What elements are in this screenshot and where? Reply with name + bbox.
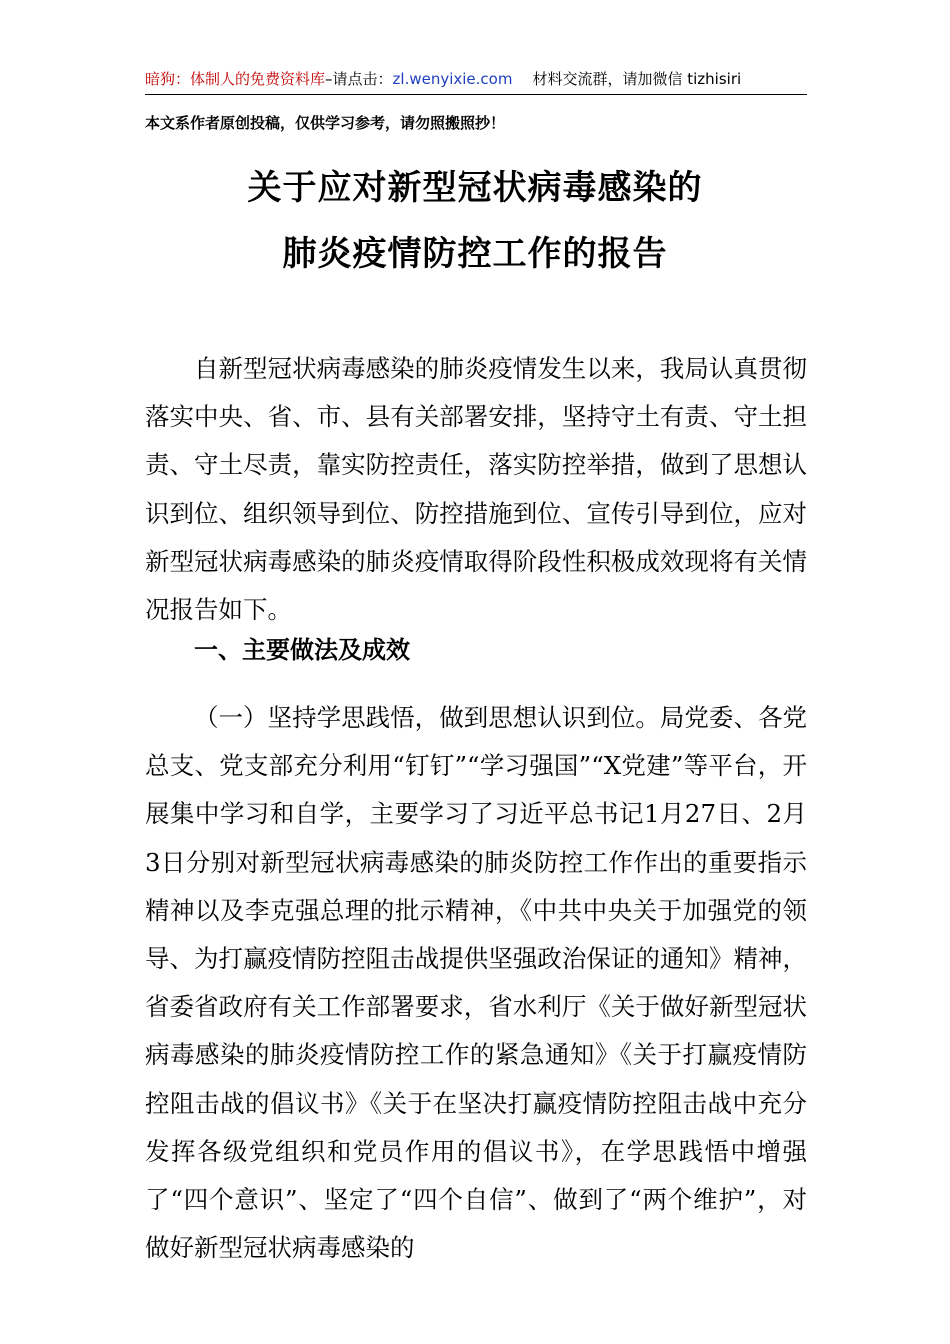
- header-group-text: 材料交流群，请加微信 tizhisiri: [532, 70, 742, 88]
- document-title-line-1: 关于应对新型冠状病毒感染的: [247, 168, 703, 208]
- document-title-line-2: 肺炎疫情防控工作的报告: [282, 234, 668, 274]
- intro-paragraph: 自新型冠状病毒感染的肺炎疫情发生以来，我局认真贯彻落实中央、省、市、县有关部署安排，坚持守土有责、守土担责、守土尽责，靠实防控责任，落实防控举措，做到了思想认识到位、组织领导到位、防控措施到位、宣传引导到位，应对新型冠状病毒感染的肺炎疫情取得阶段性积极成效现将有关情况报告如下。: [145, 354, 807, 625]
- header-click-text: –请点击：: [325, 70, 393, 88]
- section-paragraph: （一）坚持学思践悟，做到思想认识到位。局党委、各党总支、党支部充分利用“钉钉”“学习强国”“X党建”等平台，开展集中学习和自学，主要学习了习近平总书记1月27日、2月3日分别对新型冠状病毒感染的肺炎防控工作作出的重要指示精神以及李克强总理的批示精神，《中共中央关于加强党的领导、为打赢疫情防控阻击战提供坚强政治保证的通知》精神，省委省政府有关工作部署要求，省水利厅《关于做好新型冠状病毒感染的肺炎疫情防控工作的紧急通知》《关于打赢疫情防控阻击战的倡议书》《关于在坚决打赢疫情防控阻击战中充分发挥各级党组织和党员作用的倡议书》，在学思践悟中增强了“四个意识”、坚定了“四个自信”、做到了“两个维护”，对做好新型冠状病毒感染的: [145, 703, 807, 1263]
- section-heading: 一、主要做法及成效: [194, 636, 410, 664]
- document-header: [145, 66, 807, 95]
- header-url-link[interactable]: zl.wenyixie.com: [392, 70, 513, 88]
- copyright-notice: 本文系作者原创投稿，仅供学习参考，请勿照搬照抄！: [145, 114, 506, 132]
- header-site-name: 暗狗：体制人的免费资料库: [145, 70, 326, 88]
